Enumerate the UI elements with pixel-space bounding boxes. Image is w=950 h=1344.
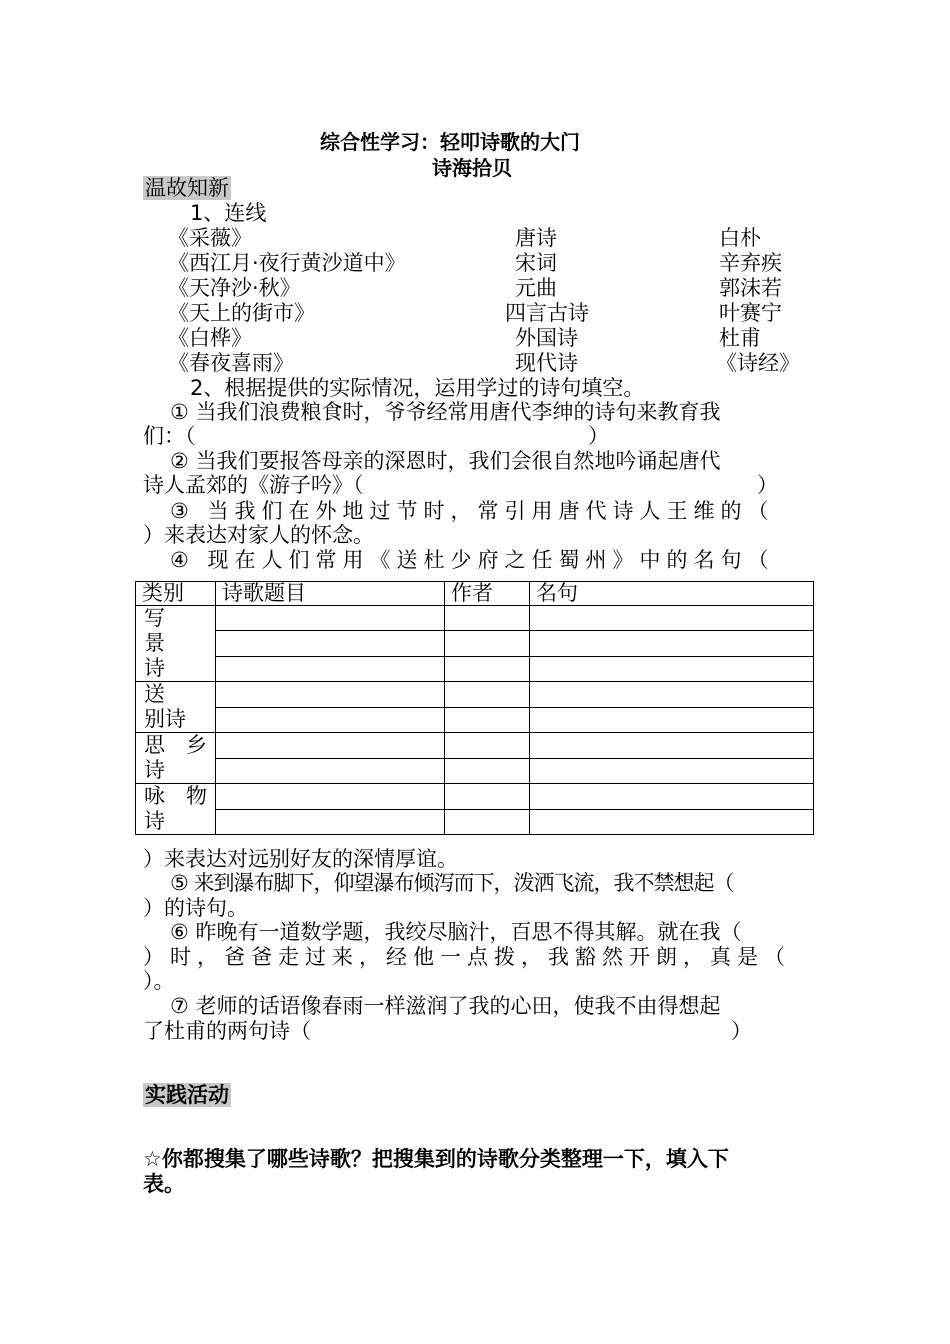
table-row [136, 809, 814, 835]
header-famous-line: 名句 [530, 582, 814, 606]
table-row [136, 682, 814, 708]
cell-input[interactable] [530, 606, 814, 631]
genre-item: 宋词 [515, 251, 557, 275]
author-item: 杜甫 [719, 326, 761, 350]
cell-input[interactable] [216, 809, 445, 835]
work-item: 《白桦》 [168, 326, 252, 350]
cell-input[interactable] [216, 682, 445, 708]
cell-input[interactable] [216, 656, 445, 681]
cell-input[interactable] [530, 733, 814, 759]
work-item: 《春夜喜雨》 [168, 351, 294, 375]
question-1-label: 1、连线 [190, 201, 267, 225]
q2-item-2-line1: ② 当我们要报答母亲的深恩时，我们会很自然地吟诵起唐代 [170, 449, 721, 473]
q2-item-4-line1: ④ 现在人们常用《送杜少府之任蜀州》中的名句（ [170, 548, 775, 572]
cell-input[interactable] [530, 656, 814, 681]
page-title: 综合性学习：轻叩诗歌的大门 [320, 130, 580, 154]
q2-item-5-line2: ）的诗句。 [143, 896, 248, 920]
practice-task-line1: ☆你都搜集了哪些诗歌？把搜集到的诗歌分类整理一下，填入下 [143, 1147, 729, 1171]
match-col-works [168, 226, 406, 376]
q2-item-7-close: ） [731, 1019, 752, 1043]
cell-input[interactable] [216, 707, 445, 733]
cell-input[interactable] [216, 631, 445, 656]
q2-item-1-line2: 们：（ [143, 424, 196, 448]
cell-input[interactable] [445, 707, 530, 733]
cell-input[interactable] [445, 656, 530, 681]
work-item: 《天净沙·秋》 [168, 276, 301, 300]
cell-input[interactable] [445, 809, 530, 835]
q2-item-4-line2: ）来表达对远别好友的深情厚谊。 [143, 847, 458, 871]
header-category: 类别 [136, 582, 216, 606]
cell-input[interactable] [216, 758, 445, 784]
author-item: 白朴 [719, 226, 761, 250]
table-row [136, 733, 814, 759]
header-poem-title: 诗歌题目 [216, 582, 445, 606]
q2-item-2-close: ） [757, 473, 778, 497]
author-item: 辛弃疾 [719, 251, 782, 275]
work-item: 《采薇》 [168, 226, 252, 250]
table-row [136, 606, 814, 631]
genre-item: 现代诗 [515, 351, 578, 375]
q2-item-6-line2: ）时，爸爸走过来，经他一点拨，我豁然开朗，真是（ [143, 945, 791, 969]
match-col-authors [716, 226, 800, 376]
table-row [136, 758, 814, 784]
page-subtitle: 诗海拾贝 [432, 156, 512, 180]
q2-item-7-line2: 了杜甫的两句诗（ [143, 1019, 311, 1043]
cell-input[interactable] [445, 682, 530, 708]
cell-input[interactable] [216, 606, 445, 631]
table-row [136, 784, 814, 810]
section-heading-review: 温故知新 [145, 176, 229, 200]
work-item: 《西江月·夜行黄沙道中》 [168, 251, 406, 275]
q2-item-2-line2: 诗人孟郊的《游子吟》（ [143, 473, 364, 497]
category-homesick: 思 乡 诗 [136, 733, 216, 784]
q2-item-6-line3: ）。 [143, 969, 175, 993]
q2-item-1-close: ） [588, 424, 609, 448]
author-item: 《诗经》 [716, 351, 800, 375]
q2-item-5-line1: ⑤ 来到瀑布脚下，仰望瀑布倾泻而下，泼洒飞流，我不禁想起（ [170, 871, 734, 895]
cell-input[interactable] [530, 707, 814, 733]
table-row [136, 631, 814, 656]
genre-item: 唐诗 [515, 226, 557, 250]
q2-item-1-line1: ① 当我们浪费粮食时，爷爷经常用唐代李绅的诗句来教育我 [170, 400, 721, 424]
question-2-label: 2、根据提供的实际情况，运用学过的诗句填空。 [190, 376, 645, 400]
work-item: 《天上的街市》 [168, 301, 315, 325]
cell-input[interactable] [445, 758, 530, 784]
genre-item: 四言古诗 [505, 301, 589, 325]
cell-input[interactable] [216, 733, 445, 759]
table-row [136, 707, 814, 733]
author-item: 郭沫若 [719, 276, 782, 300]
cell-input[interactable] [445, 631, 530, 656]
q2-item-3-line1: ③ 当我们在外地过节时，常引用唐代诗人王维的（ [170, 499, 775, 523]
cell-input[interactable] [445, 606, 530, 631]
cell-input[interactable] [530, 784, 814, 810]
cell-input[interactable] [445, 733, 530, 759]
table-header-row [136, 582, 814, 606]
match-col-genres [505, 226, 589, 376]
author-item: 叶赛宁 [719, 301, 782, 325]
category-object: 咏 物 诗 [136, 784, 216, 835]
category-farewell: 送 别诗 [136, 682, 216, 733]
genre-item: 元曲 [515, 276, 557, 300]
category-landscape: 写景诗 [136, 606, 216, 682]
q2-item-6-line1: ⑥ 昨晚有一道数学题，我绞尽脑汁，百思不得其解。就在我（ [170, 920, 742, 944]
section-heading-practice: 实践活动 [145, 1083, 229, 1107]
cell-input[interactable] [445, 784, 530, 810]
poem-category-table [135, 581, 814, 835]
cell-input[interactable] [530, 758, 814, 784]
q2-item-7-line1: ⑦ 老师的话语像春雨一样滋润了我的心田，使我不由得想起 [170, 994, 721, 1018]
cell-input[interactable] [530, 809, 814, 835]
practice-task-line2: 表。 [143, 1172, 185, 1196]
header-author: 作者 [445, 582, 530, 606]
cell-input[interactable] [216, 784, 445, 810]
genre-item: 外国诗 [515, 326, 578, 350]
cell-input[interactable] [530, 631, 814, 656]
q2-item-3-line2: ）来表达对家人的怀念。 [143, 523, 374, 547]
cell-input[interactable] [530, 682, 814, 708]
table-row [136, 656, 814, 681]
